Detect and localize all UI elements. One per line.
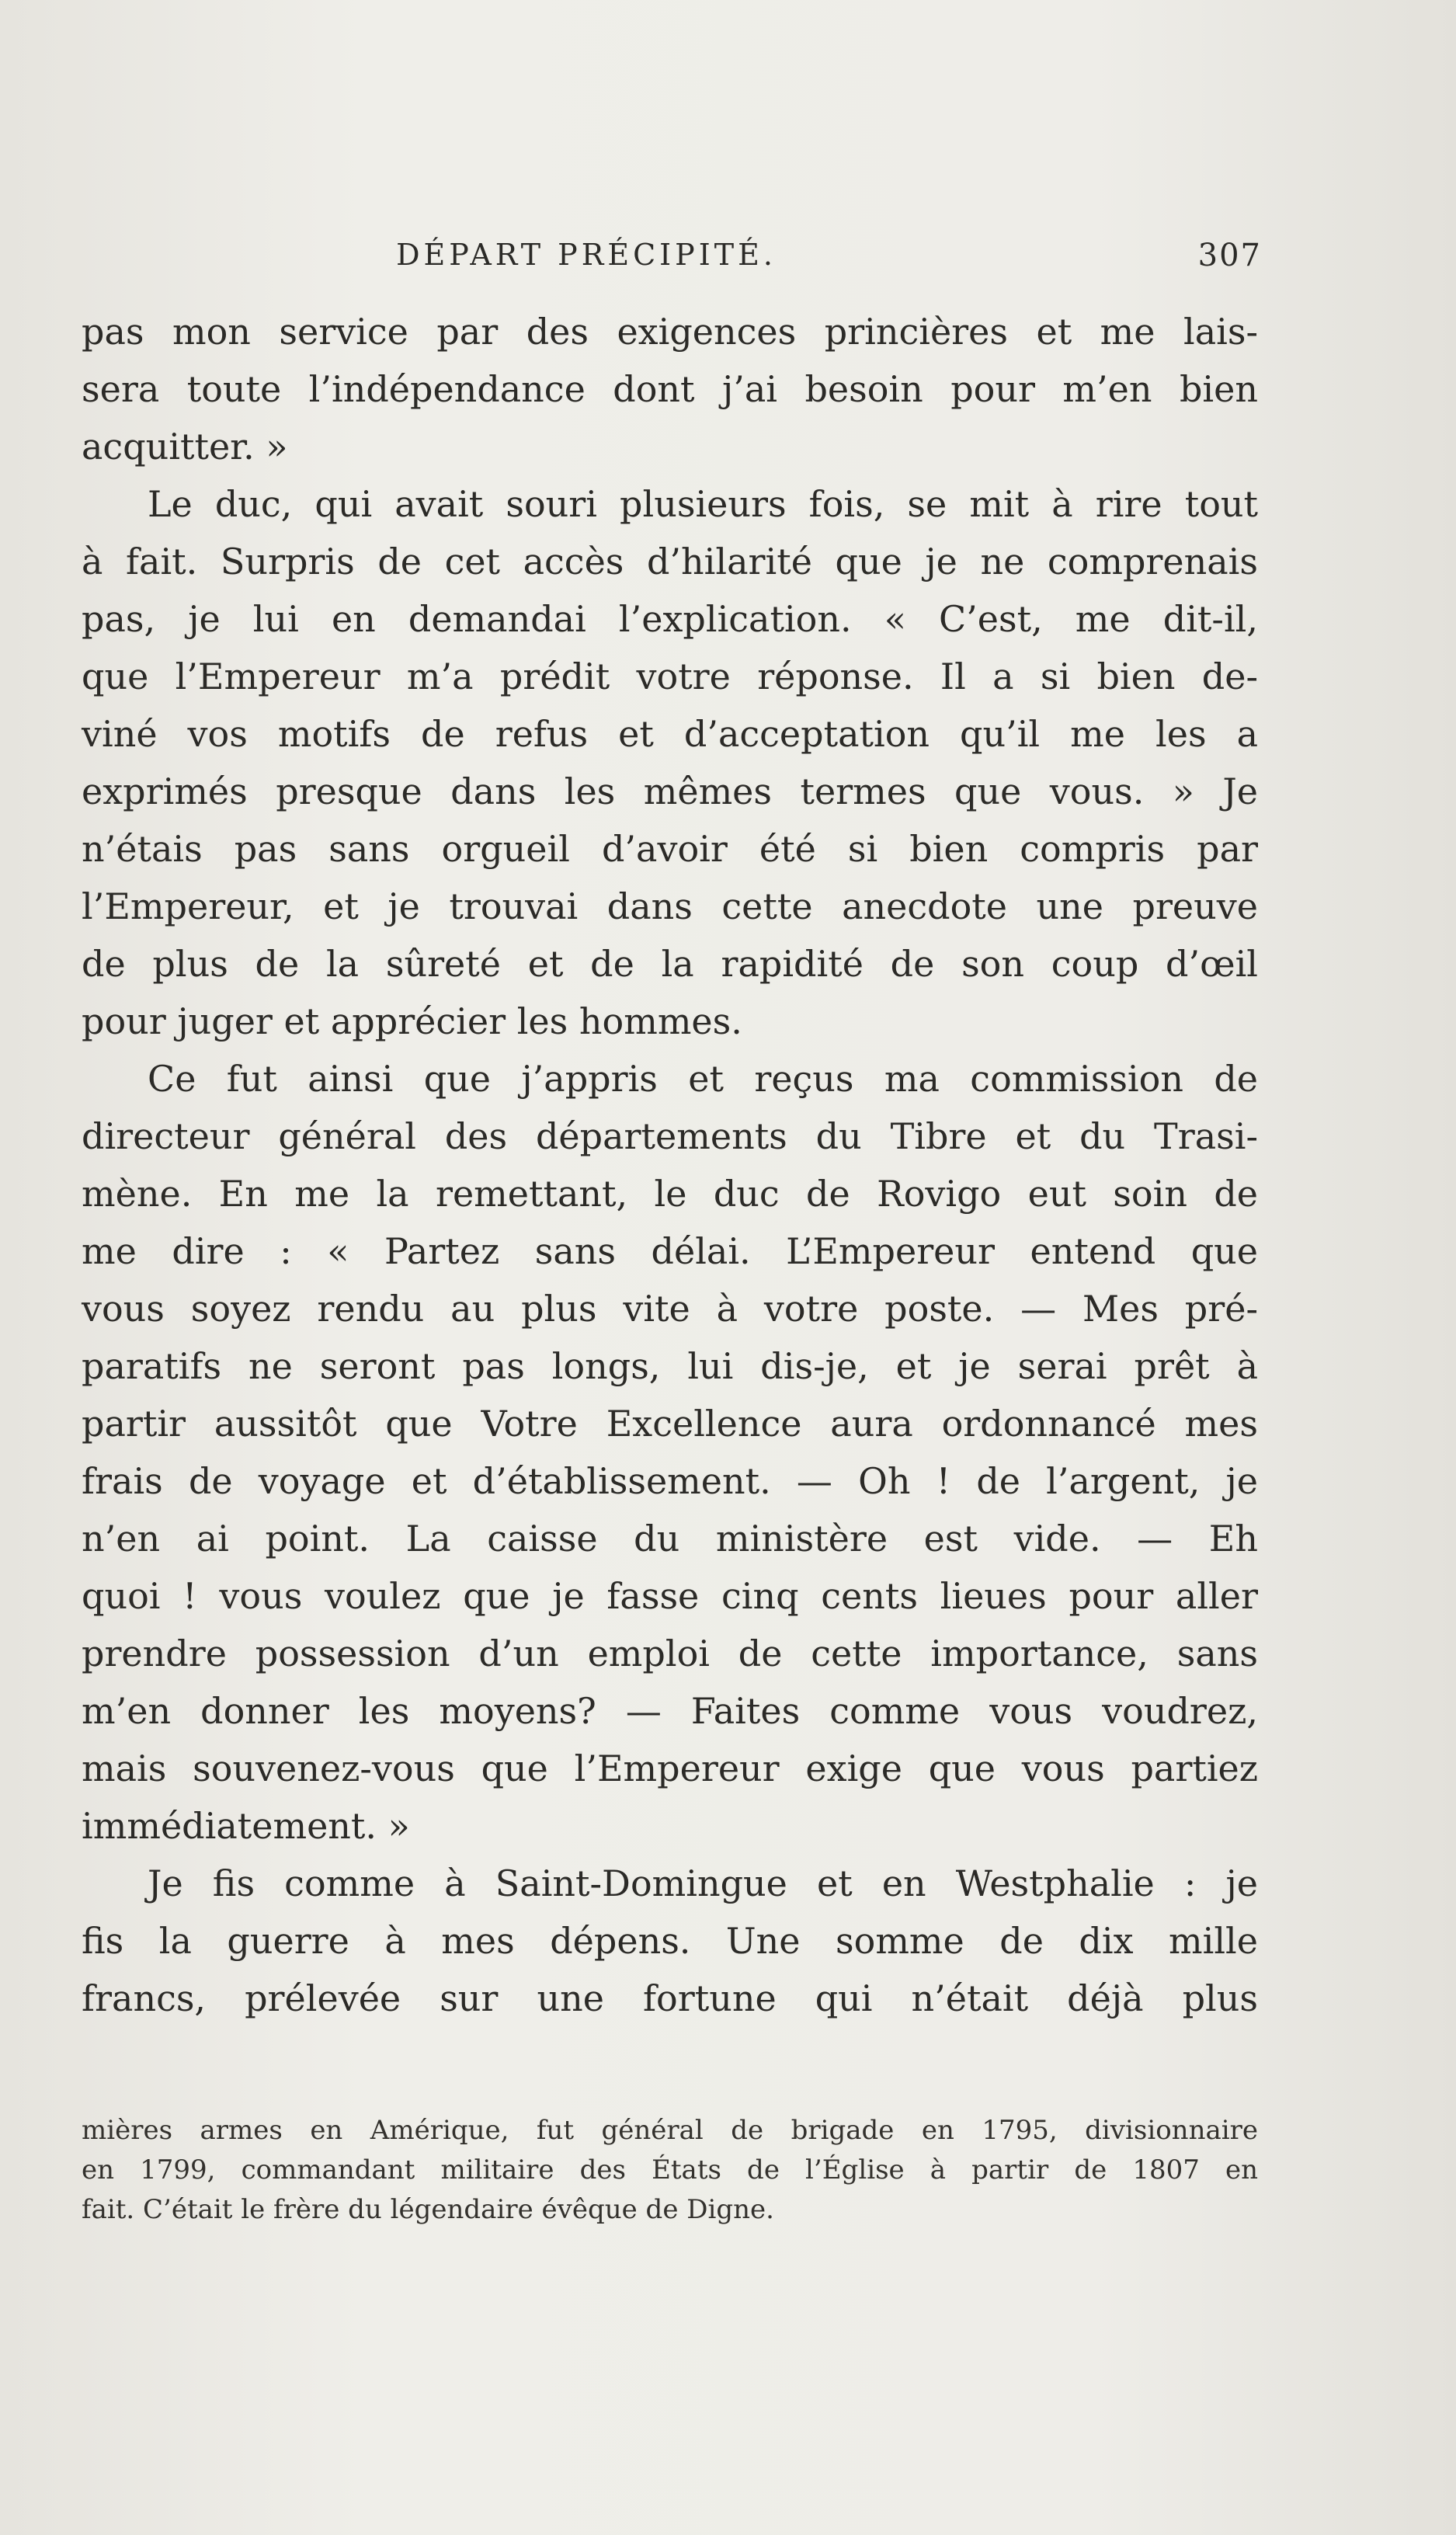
text-line: prendre possession d’un emploi de cette importance, sans: [82, 1633, 1258, 1674]
text-line: pas mon service par des exigences princières et me lais-: [82, 311, 1258, 353]
page-number: 307: [1197, 238, 1262, 273]
footnotes: [82, 2111, 1258, 2230]
running-title: DÉPART PRÉCIPITÉ.: [396, 238, 777, 272]
text-line: de plus de la sûreté et de la rapidité de son coup d’œil: [82, 943, 1258, 985]
text-line: mène. En me la remettant, le duc de Rovigo eut soin de: [82, 1173, 1258, 1215]
text-line: m’en donner les moyens? — Faites comme vous voudrez,: [82, 1690, 1258, 1732]
text-line: viné vos motifs de refus et d’acceptation qu’il me les a: [82, 713, 1258, 755]
text-line: pour juger et apprécier les hommes.: [82, 1000, 742, 1042]
text-line: directeur général des départements du Tibre et du Trasi-: [82, 1115, 1258, 1157]
text-line: me dire : « Partez sans délai. L’Empereur entend que: [82, 1230, 1258, 1272]
body-text: [82, 303, 1258, 2027]
text-line: Le duc, qui avait souri plusieurs fois, se mit à rire tout: [148, 483, 1258, 525]
text-line: l’Empereur, et je trouvai dans cette anecdote une preuve: [82, 885, 1258, 927]
text-line: mais souvenez-vous que l’Empereur exige que vous partiez: [82, 1747, 1258, 1789]
running-head: [78, 233, 1262, 280]
footnote-line: en 1799, commandant militaire des États de l’Église à partir de 1807 en: [82, 2154, 1258, 2186]
text-line: paratifs ne seront pas longs, lui dis-je, et je serai prêt à: [82, 1345, 1258, 1387]
text-line: Ce fut ainsi que j’appris et reçus ma commission de: [148, 1058, 1258, 1100]
footnote-line: fait. C’était le frère du légendaire évêque de Digne.: [82, 2194, 774, 2225]
text-line: n’étais pas sans orgueil d’avoir été si bien compris par: [82, 828, 1258, 870]
text-line: à fait. Surpris de cet accès d’hilarité que je ne comprenais: [82, 541, 1258, 582]
text-line: exprimés presque dans les mêmes termes que vous. » Je: [82, 770, 1258, 812]
text-line: pas, je lui en demandai l’explication. « C’est, me dit-il,: [82, 598, 1258, 640]
text-line: vous soyez rendu au plus vite à votre poste. — Mes pré-: [82, 1288, 1258, 1330]
text-line: sera toute l’indépendance dont j’ai besoin pour m’en bien: [82, 368, 1258, 410]
text-line: francs, prélevée sur une fortune qui n’était déjà plus: [82, 1977, 1258, 2019]
text-line: acquitter. »: [82, 426, 288, 468]
text-line: frais de voyage et d’établissement. — Oh ! de l’argent, je: [82, 1460, 1258, 1502]
text-line: que l’Empereur m’a prédit votre réponse. Il a si bien de-: [82, 655, 1258, 697]
text-line: quoi ! vous voulez que je fasse cinq cents lieues pour aller: [82, 1575, 1258, 1617]
text-line: n’en ai point. La caisse du ministère est vide. — Eh: [82, 1518, 1258, 1560]
text-line: fis la guerre à mes dépens. Une somme de dix mille: [82, 1920, 1258, 1962]
text-line: Je fis comme à Saint-Domingue et en Westphalie : je: [148, 1862, 1258, 1904]
footnote-line: mières armes en Amérique, fut général de brigade en 1795, divisionnaire: [82, 2115, 1258, 2146]
text-line: immédiatement. »: [82, 1805, 410, 1847]
text-line: partir aussitôt que Votre Excellence aura ordonnancé mes: [82, 1403, 1258, 1445]
